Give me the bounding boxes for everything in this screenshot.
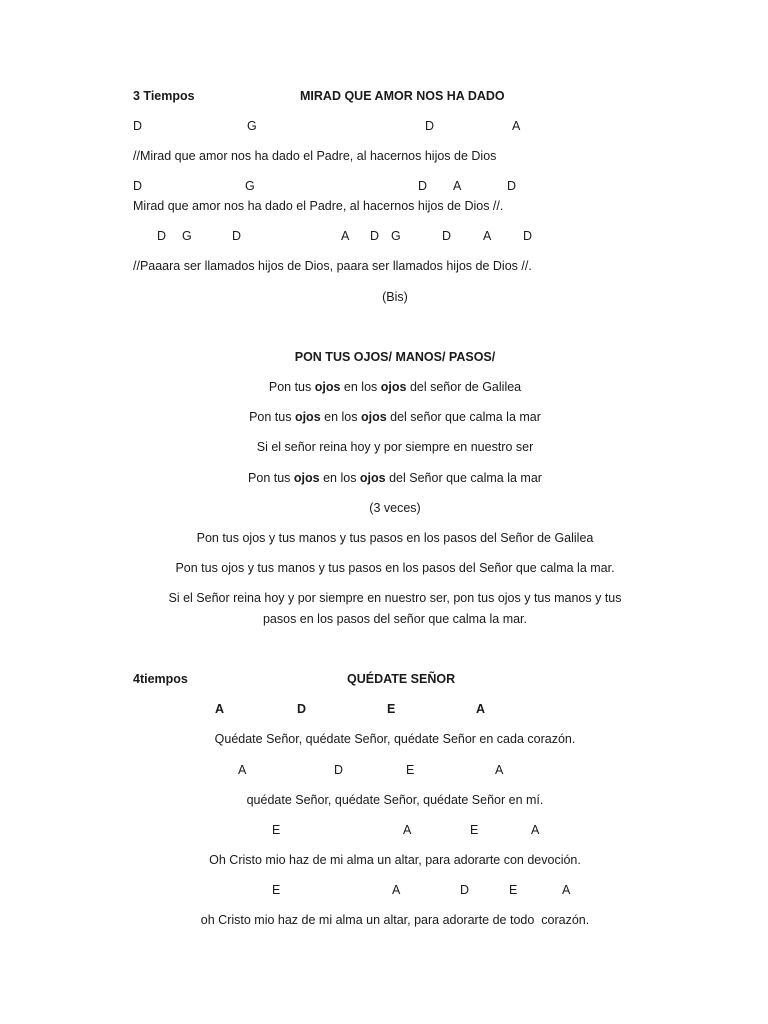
chord: E	[272, 883, 281, 897]
chord: D	[370, 229, 380, 243]
song1-chord-row-3	[0, 228, 768, 244]
song3-lyric-4: oh Cristo mio haz de mi alma un altar, para adorarte de todo corazón.	[200, 913, 590, 927]
song2-verse-2: Pon tus ojos en los ojos del señor que calma la mar	[249, 410, 541, 424]
chord: D	[133, 179, 143, 193]
song3-lyric-2: quédate Señor, quédate Señor, quédate Señor en mí.	[246, 793, 544, 807]
chord: D	[157, 229, 167, 243]
song2-verse-7b: pasos en los pasos del señor que calma la mar.	[262, 612, 528, 626]
song1-tempo: 3 Tiempos	[133, 89, 195, 103]
song2-verse-4: Pon tus ojos en los ojos del Señor que calma la mar	[248, 471, 542, 485]
song3-chord-row-1	[0, 701, 768, 717]
song1-chord-row-1	[0, 118, 768, 134]
chord: A	[483, 229, 492, 243]
chord: E	[509, 883, 518, 897]
song2-title: PON TUS OJOS/ MANOS/ PASOS/	[294, 350, 496, 364]
chord: D	[507, 179, 517, 193]
song2-verse-6: Pon tus ojos y tus manos y tus pasos en los pasos del Señor que calma la mar.	[175, 561, 615, 575]
song1-lyric-3: //Paaara ser llamados hijos de Dios, paara ser llamados hijos de Dios //.	[133, 259, 532, 273]
chord: D	[418, 179, 428, 193]
chord: A	[403, 823, 412, 837]
chord: D	[442, 229, 452, 243]
chord: A	[453, 179, 462, 193]
song1-chord-row-2	[0, 178, 768, 194]
song2-verse-7a: Si el Señor reina hoy y por siempre en nuestro ser, pon tus ojos y tus manos y tus	[168, 591, 622, 605]
song2-verse-1: Pon tus ojos en los ojos del señor de Galilea	[268, 380, 522, 394]
chord: D	[334, 763, 344, 777]
chord: A	[238, 763, 247, 777]
song1-bis: (Bis)	[382, 290, 408, 304]
chord: G	[391, 229, 401, 243]
chord: D	[297, 702, 307, 716]
song3-chord-row-4	[0, 882, 768, 898]
song3-tempo: 4tiempos	[133, 672, 188, 686]
song3-lyric-3: Oh Cristo mio haz de mi alma un altar, para adorarte con devoción.	[209, 853, 581, 867]
song2-verse-5: Pon tus ojos y tus manos y tus pasos en los pasos del Señor de Galilea	[196, 531, 594, 545]
chord: A	[476, 702, 486, 716]
chord: D	[460, 883, 470, 897]
chord: A	[215, 702, 225, 716]
chord: G	[182, 229, 192, 243]
chord: D	[425, 119, 435, 133]
song3-chord-row-2	[0, 762, 768, 778]
chord: E	[272, 823, 281, 837]
chord: G	[245, 179, 255, 193]
song3-lyric-1: Quédate Señor, quédate Señor, quédate Señor en cada corazón.	[214, 732, 576, 746]
chord: D	[523, 229, 533, 243]
chord: A	[531, 823, 540, 837]
chord: A	[495, 763, 504, 777]
chord: G	[247, 119, 257, 133]
chord: A	[562, 883, 571, 897]
chord: D	[133, 119, 143, 133]
chord: E	[470, 823, 479, 837]
chord: D	[232, 229, 242, 243]
song1-lyric-1: //Mirad que amor nos ha dado el Padre, al hacernos hijos de Dios	[133, 149, 497, 163]
chord: A	[392, 883, 401, 897]
song3-title: QUÉDATE SEÑOR	[347, 672, 456, 686]
song2-verse-3: Si el señor reina hoy y por siempre en nuestro ser	[256, 440, 534, 454]
song1-lyric-2: Mirad que amor nos ha dado el Padre, al hacernos hijos de Dios //.	[133, 199, 504, 213]
chord: A	[512, 119, 521, 133]
chord: E	[406, 763, 415, 777]
song1-title: MIRAD QUE AMOR NOS HA DADO	[300, 89, 505, 103]
chord: E	[387, 702, 396, 716]
chord: A	[341, 229, 350, 243]
song3-chord-row-3	[0, 822, 768, 838]
song2-veces: (3 veces)	[369, 501, 421, 515]
